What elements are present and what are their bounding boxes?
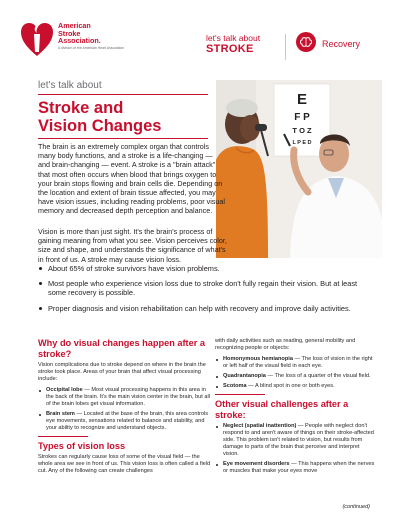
vision-loss-text: — The loss of vision in the right or left half of the visual field in each eye. [223,356,373,369]
heading-why-changes: Why do visual changes happen after a stroke? [38,338,205,359]
chart-row-2: F P [294,112,310,123]
vision-loss-term: Scotoma [223,383,247,389]
other-challenge-term: Eye movement disorders [223,461,290,467]
chart-row-4: L P E D [292,140,312,146]
brain-areas-list [38,387,212,432]
vision-loss-text: — The loss of a quarter of the visual field. [265,373,371,379]
logo-line-3: Association. [58,36,101,46]
brain-badge-icon [296,32,316,52]
vision-loss-term: Quadrantanopia [223,373,266,379]
heart-torch-icon [20,20,54,58]
right-column [215,338,375,479]
title-rule-top [38,94,208,95]
series-small: let's talk about [206,33,261,43]
title-kicker: let's talk about [38,80,102,91]
why-changes-paragraph: Vision complications due to stroke depend on where in the brain the stroke took place. Areas of your brain that affect visual processing include: [38,362,206,382]
title-line-1: Stroke and [38,99,124,117]
heading-types-vision-loss: Types of vision loss [38,441,126,451]
logo-line-1: American [58,21,91,30]
section-rule [38,436,88,437]
vision-loss-text: — A blind spot in one or both eyes. [246,383,335,389]
other-challenges-list [215,423,375,475]
brain-area-item [38,411,212,432]
title-rule-bottom [38,138,208,139]
types-vision-loss-paragraph: Strokes can regularly cause loss of some of the visual field — the whole area we see in front of us. This vision loss is often called a field cut. Any of the following can create challenges [38,454,211,474]
chart-row-1: E [296,91,308,108]
asa-logo[interactable] [20,20,160,60]
heading-other-challenges: Other visual challenges after a stroke: [215,399,349,420]
vision-loss-types-list [215,356,375,390]
series-label [206,34,260,55]
logo-line-2: Stroke [58,28,81,38]
brain-area-term: Occipital lobe [46,387,83,393]
title-line-2: Vision Changes [38,117,162,135]
other-challenge-item [215,461,375,475]
intro-paragraph-2: Vision is more than just sight. It's the brain's process of gaining meaning from what you see. Vision perceives color, size and shape, and understands the significance of what's in front of us. A stroke may cause vision loss. [38,227,227,264]
vision-loss-type-item [215,373,375,380]
page-title [38,99,218,135]
eye-exam-photo [216,80,382,258]
section-label: Recovery [322,39,361,49]
key-fact-1: About 65% of stroke survivors have vision problems. [38,264,368,273]
page-header [0,0,400,78]
other-challenge-text: — This happens when the nerves or muscles that make your eyes move [223,461,375,474]
continued-note: (continued) [342,504,370,510]
other-challenge-item [215,423,375,458]
brain-area-item [38,387,212,408]
brain-area-text: — Located at the base of the brain, this area controls eye movements, sensations related to balance and stability, and your ability to recognize and understand objects. [46,411,209,431]
other-challenge-term: Neglect (spatial inattention) [223,423,297,429]
vision-loss-type-item [215,356,375,370]
key-fact-3: Proper diagnosis and vision rehabilitation can help with recovery and improve daily activities. [38,304,368,313]
chart-row-3: T O Z [292,126,312,135]
field-cut-continuation: with daily activities such as reading, general mobility and recognizing people or objects: [215,338,356,351]
left-column [38,338,212,479]
other-challenge-text: — People with neglect don't respond to and aren't aware of things on their stroke-affected side. This problem isn't related to vision, but results from damage to parts of the brain that perceive and interpret vision. [223,423,374,457]
brain-area-term: Brain stem [46,411,75,417]
brain-area-text: — Most visual processing happens in this area in the back of the brain. It's the main vision center in the brain, but all of the brain lobes get visual information. [46,387,210,407]
section-rule [215,394,265,395]
header-divider [285,34,286,60]
key-facts-list [38,264,368,319]
vision-loss-term: Homonymous hemianopia [223,356,293,362]
intro-paragraph-1: The brain is an extremely complex organ that controls many body functions, and a stroke is a life-changing — and brain-changing — event. A stroke is a "brain attack" that most often occurs when blood that brings oxygen to your brain stops flowing and brain cells die. Depending on the location and extent of brain tissue affected, you may have vision issues, including reading problems, poor visual memory and decreased depth perception and balance. [38,142,225,216]
key-fact-2: Most people who experience vision loss due to stroke don't fully regain their vision. But at least some recovery is possible. [38,279,368,297]
series-big: STROKE [206,43,254,55]
logo-subline: A division of the American Heart Association [58,46,125,50]
vision-loss-type-item [215,383,375,390]
